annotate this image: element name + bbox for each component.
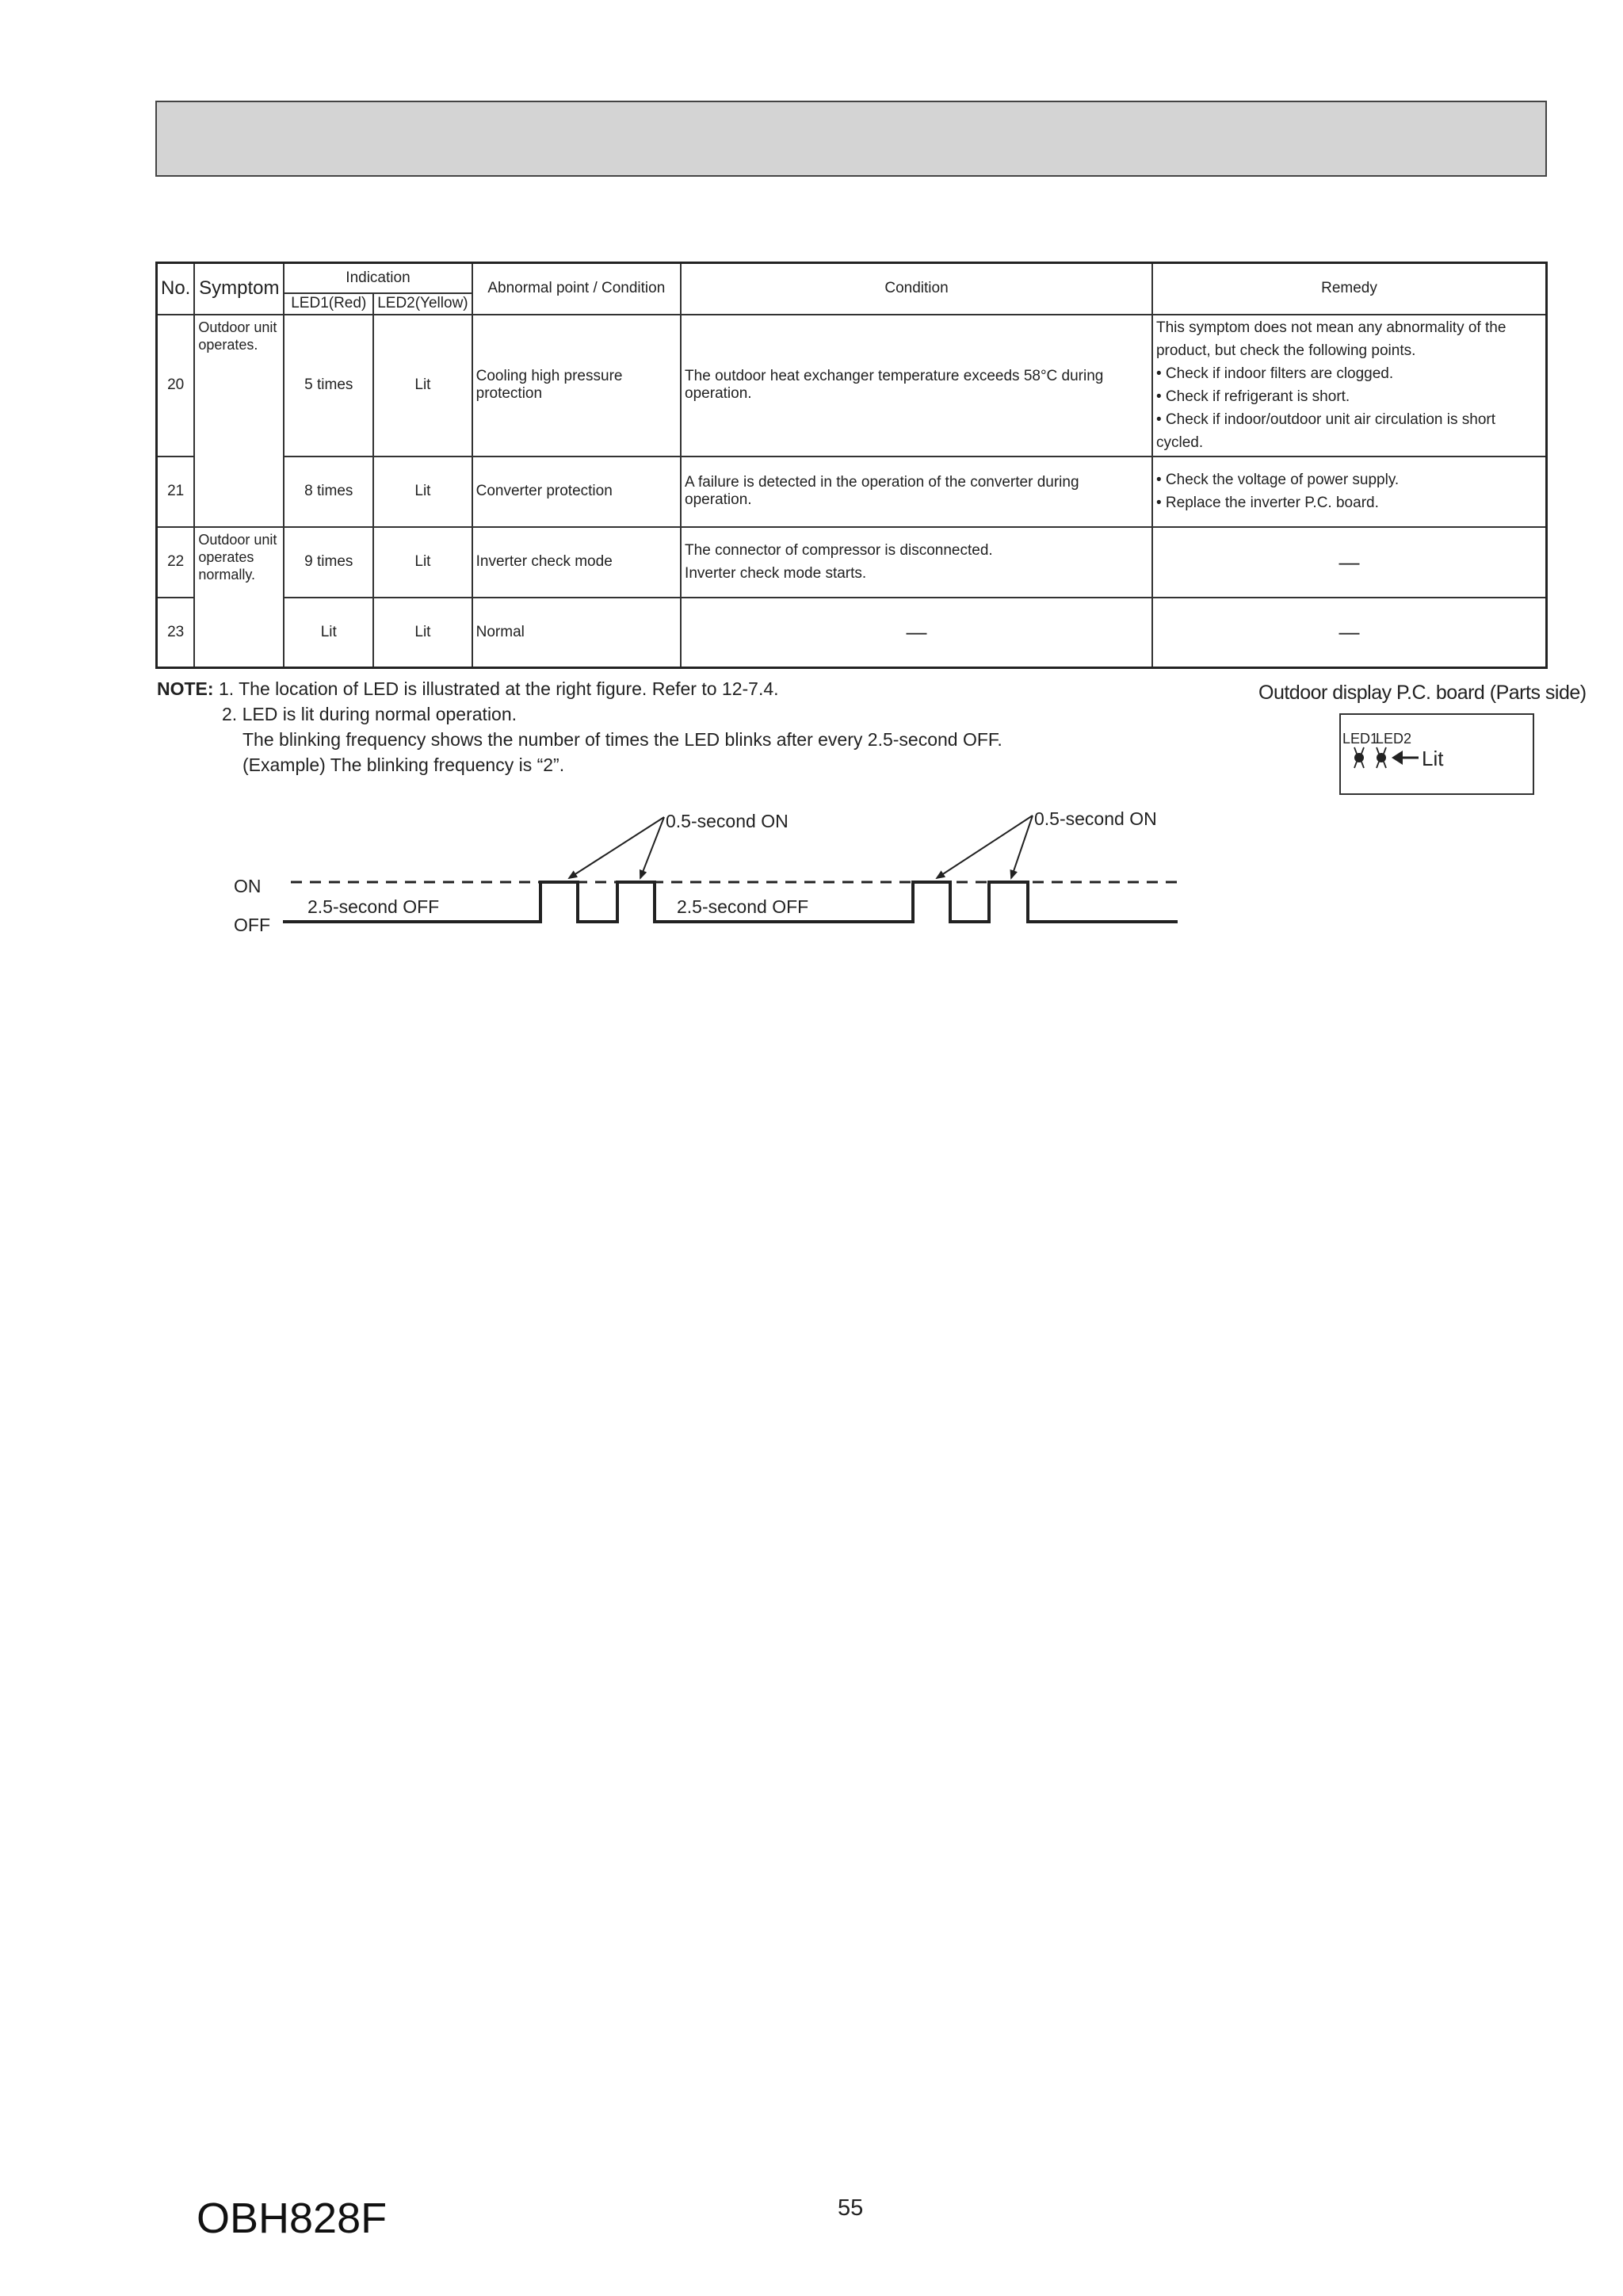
- off-period-label-1: 2.5-second OFF: [307, 896, 440, 917]
- remedy-text: • Check the voltage of power supply. • Replace the inverter P.C. board.: [1152, 457, 1547, 527]
- led2-value: Lit: [373, 598, 472, 668]
- note-label: NOTE:: [157, 678, 214, 699]
- remedy-text: This symptom does not mean any abnormality of the product, but check the following points. • Check if indoor filters are clogged. • Check if refrigerant is short. • Check if indoor/outdoor unit air circulation is short cycled.: [1152, 315, 1547, 457]
- condition-text: —: [681, 598, 1152, 668]
- led1-label: LED1: [1342, 731, 1379, 747]
- led1-value: 9 times: [284, 527, 373, 598]
- header-condition: Condition: [681, 263, 1152, 315]
- page-number: 55: [838, 2195, 864, 2221]
- remedy-text: —: [1152, 598, 1547, 668]
- header-no: No.: [157, 263, 195, 315]
- row-no: 22: [157, 527, 195, 598]
- note-line-3: The blinking frequency shows the number of times the LED blinks after every 2.5-second OFF.: [242, 729, 1002, 750]
- off-period-label-2: 2.5-second OFF: [677, 896, 809, 917]
- header-symptom: Symptom: [194, 263, 284, 315]
- led1-value: 5 times: [284, 315, 373, 457]
- abnormal-point: Converter protection: [472, 457, 681, 527]
- row-no: 23: [157, 598, 195, 668]
- header-indication: Indication: [284, 263, 472, 293]
- header-abnormal-point: Abnormal point / Condition: [472, 263, 681, 315]
- remedy-text: —: [1152, 527, 1547, 598]
- blink-timing-diagram: [0, 0, 1623, 991]
- note-line-4: (Example) The blinking frequency is “2”.: [242, 755, 565, 775]
- row-no: 21: [157, 457, 195, 527]
- lit-label: Lit: [1422, 747, 1444, 770]
- header-led2: LED2(Yellow): [373, 293, 472, 315]
- abnormal-point: Inverter check mode: [472, 527, 681, 598]
- led2-label: LED2: [1376, 731, 1412, 747]
- header-remedy: Remedy: [1152, 263, 1547, 315]
- note-line-2: 2. LED is lit during normal operation.: [222, 704, 517, 724]
- board-title: Outdoor display P.C. board (Parts side): [1258, 682, 1587, 704]
- abnormal-point: Cooling high pressure protection: [472, 315, 681, 457]
- arrow-icon: [937, 816, 1033, 878]
- led2-value: Lit: [373, 527, 472, 598]
- led1-value: Lit: [284, 598, 373, 668]
- row-no: 20: [157, 315, 195, 457]
- led1-value: 8 times: [284, 457, 373, 527]
- condition-text: The connector of compressor is disconnected. Inverter check mode starts.: [681, 527, 1152, 598]
- arrow-icon: [1011, 816, 1033, 878]
- note-line-1: 1. The location of LED is illustrated at the right figure. Refer to 12-7.4.: [218, 678, 779, 699]
- arrow-icon: [640, 817, 664, 878]
- led2-value: Lit: [373, 457, 472, 527]
- on-label: ON: [234, 876, 262, 896]
- off-label: OFF: [234, 915, 270, 935]
- symptom-operates: Outdoor unit operates.: [194, 315, 284, 527]
- on-period-label-1: 0.5-second ON: [666, 811, 789, 831]
- symptom-normally: Outdoor unit operates normally.: [194, 527, 284, 668]
- condition-text: The outdoor heat exchanger temperature exceeds 58°C during operation.: [681, 315, 1152, 457]
- arrow-icon: [569, 817, 664, 878]
- led2-value: Lit: [373, 315, 472, 457]
- on-period-label-2: 0.5-second ON: [1034, 808, 1157, 829]
- model-number: OBH828F: [197, 2195, 388, 2242]
- condition-text: A failure is detected in the operation of the converter during operation.: [681, 457, 1152, 527]
- header-led1: LED1(Red): [284, 293, 373, 315]
- abnormal-point: Normal: [472, 598, 681, 668]
